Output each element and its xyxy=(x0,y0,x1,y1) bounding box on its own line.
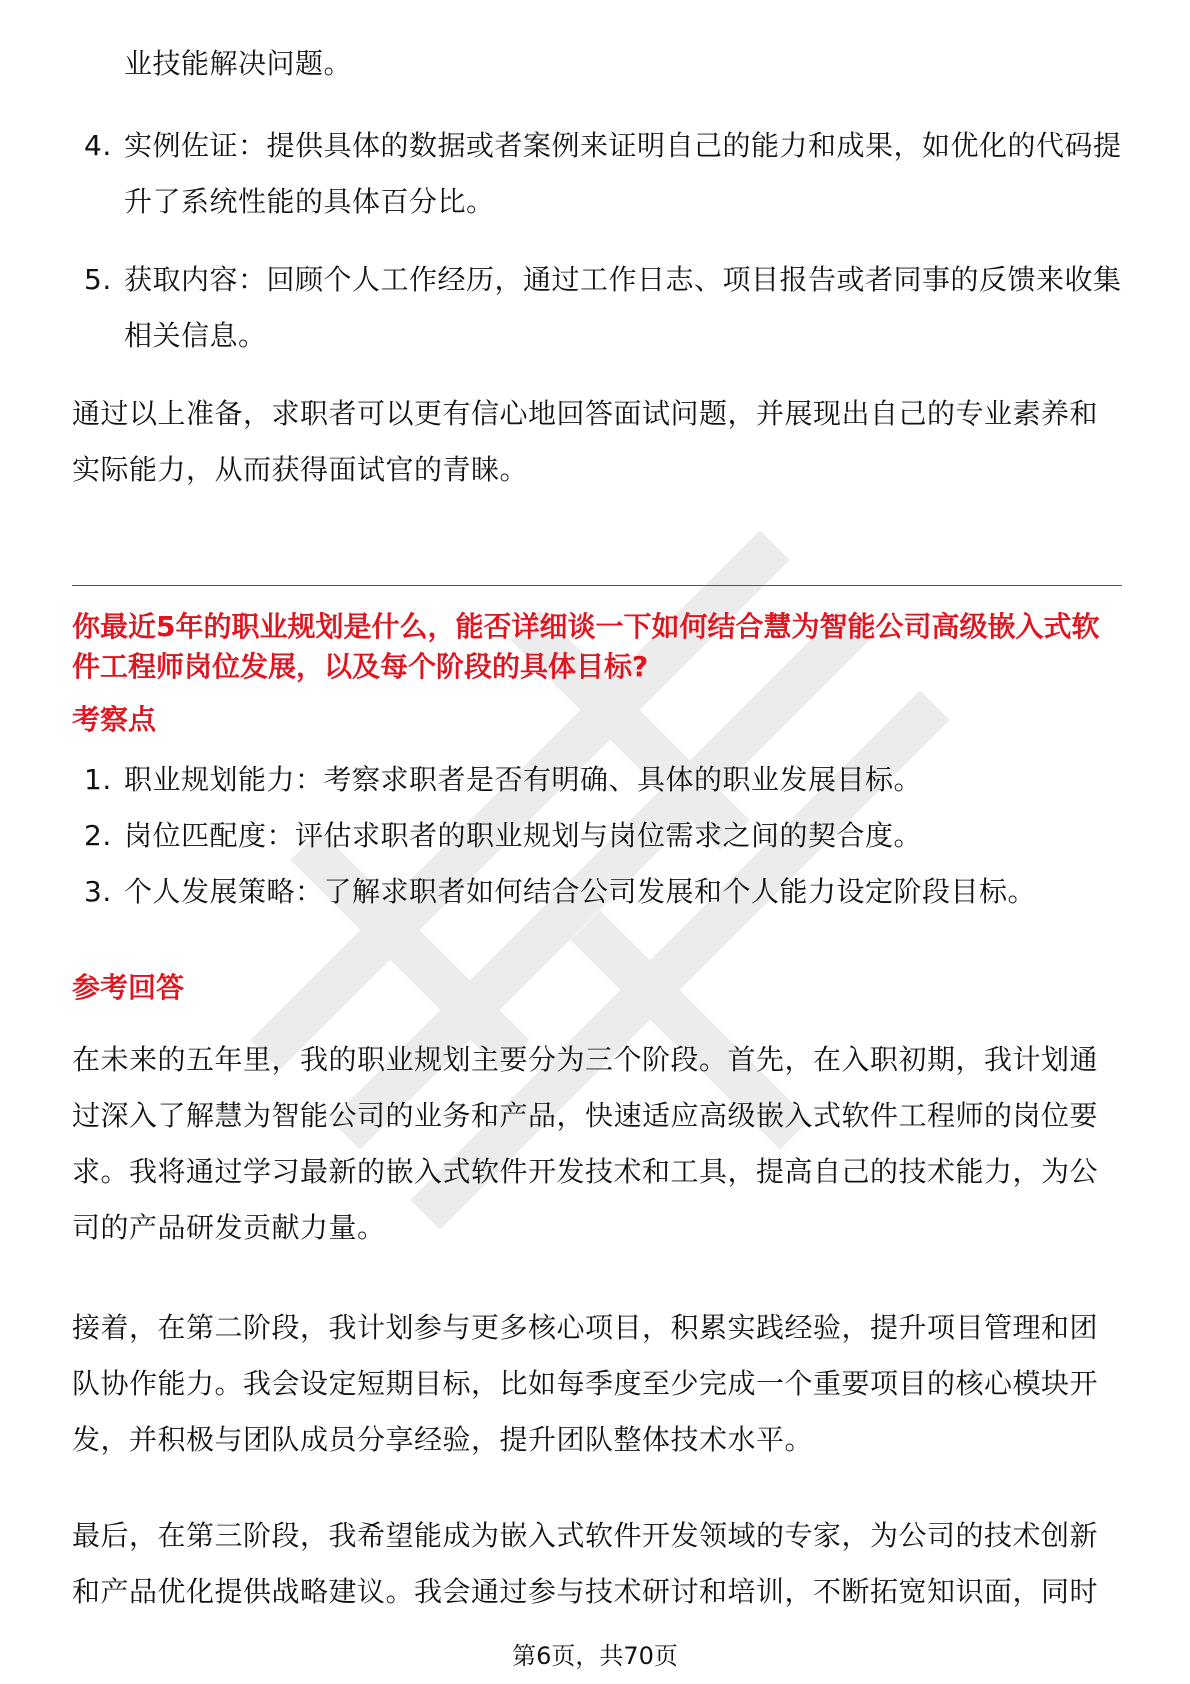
list-item xyxy=(84,252,1124,364)
list-item-number: 3. xyxy=(84,875,112,908)
list-item-number: 1. xyxy=(84,763,112,796)
points-heading: 考察点 xyxy=(72,703,157,736)
list-item-number: 4. xyxy=(84,129,112,162)
list-item xyxy=(84,118,1124,230)
prev-list xyxy=(84,118,1124,230)
page-number: 第6页，共70页 xyxy=(512,1642,678,1670)
answer-paragraph-3: 最后，在第三阶段，我希望能成为嵌入式软件开发领域的专家，为公司的技术创新和产品优化提供战略建议。我会通过参与技术研讨和培训，不断拓宽知识面，同时 xyxy=(72,1519,1099,1608)
list-item-text: 实例佐证：提供具体的数据或者案例来证明自己的能力和成果，如优化的代码提升了系统性能的具体百分比。 xyxy=(124,129,1122,218)
list-item-text: 获取内容：回顾个人工作经历，通过工作日志、项目报告或者同事的反馈来收集相关信息。 xyxy=(124,263,1122,352)
list-item xyxy=(84,752,1124,808)
list-item-number: 5. xyxy=(84,263,112,296)
answer-paragraph-1: 在未来的五年里，我的职业规划主要分为三个阶段。首先，在入职初期，我计划通过深入了解慧为智能公司的业务和产品，快速适应高级嵌入式软件工程师的岗位要求。我将通过学习最新的嵌入式软件开发技术和工具，提高自己的技术能力，为公司的产品研发贡献力量。 xyxy=(72,1043,1099,1244)
list-item-text: 职业规划能力：考察求职者是否有明确、具体的职业发展目标。 xyxy=(124,763,923,796)
list-item-text: 岗位匹配度：评估求职者的职业规划与岗位需求之间的契合度。 xyxy=(124,819,923,852)
list-item-number: 2. xyxy=(84,819,112,852)
interview-question: 你最近5年的职业规划是什么，能否详细谈一下如何结合慧为智能公司高级嵌入式软件工程师岗位发展，以及每个阶段的具体目标? xyxy=(72,610,1100,683)
points-list xyxy=(84,752,1124,920)
section-divider xyxy=(72,585,1122,586)
list-item xyxy=(84,808,1124,864)
answer-paragraph-2: 接着，在第二阶段，我计划参与更多核心项目，积累实践经验，提升项目管理和团队协作能力。我会设定短期目标，比如每季度至少完成一个重要项目的核心模块开发，并积极与团队成员分享经验，提升团队整体技术水平。 xyxy=(72,1311,1099,1456)
prev-continuation: 业技能解决问题。 xyxy=(124,47,353,80)
prev-list-2 xyxy=(84,252,1124,364)
conclusion-paragraph: 通过以上准备，求职者可以更有信心地回答面试问题，并展现出自己的专业素养和实际能力，从而获得面试官的青睐。 xyxy=(72,397,1099,486)
answer-heading: 参考回答 xyxy=(72,971,185,1004)
list-item xyxy=(84,864,1124,920)
list-item-text: 个人发展策略：了解求职者如何结合公司发展和个人能力设定阶段目标。 xyxy=(124,875,1037,908)
